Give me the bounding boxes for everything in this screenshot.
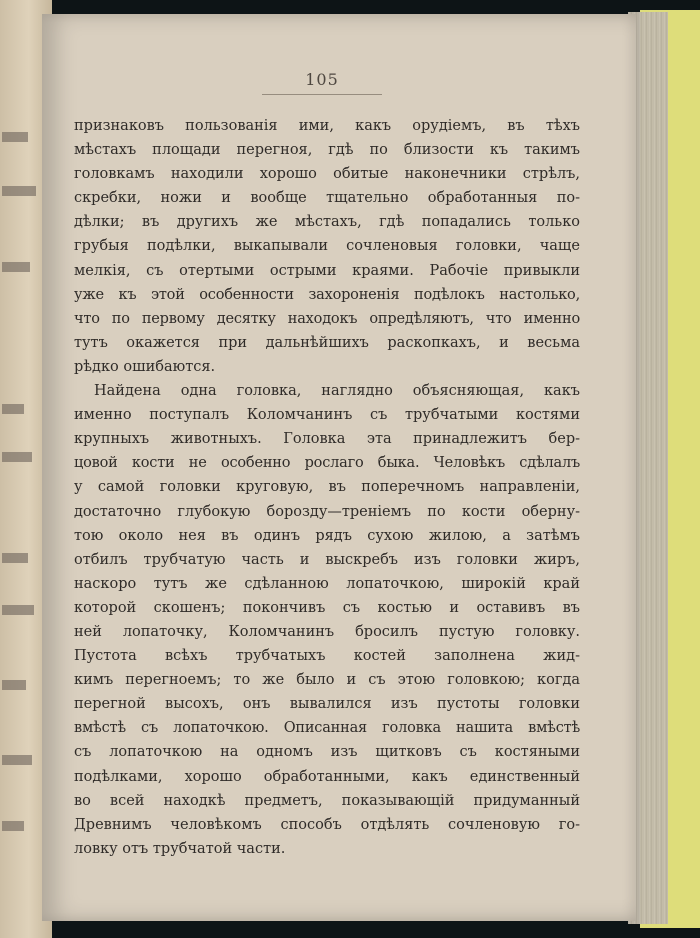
text-fragment [2, 821, 24, 831]
text-line: отбилъ трубчатую часть и выскребъ изъ головки жиръ, [74, 551, 580, 568]
text-line: Древнимъ человѣкомъ способъ отдѣлять сочленовую го- [74, 816, 580, 833]
text-line: кимъ перегноемъ; то же было и съ этою головкою; когда [74, 672, 580, 689]
text-line: которой скошенъ; покончивъ съ костью и оставивъ въ [74, 599, 580, 616]
text-line: у самой головки круговую, въ поперечномъ направленіи, [74, 479, 580, 496]
text-line: ней лопаточку, Коломчанинъ бросилъ пустую головку. [74, 623, 580, 640]
text-fragment [2, 262, 30, 272]
text-fragment [2, 452, 32, 462]
text-line: дѣлки; въ другихъ же мѣстахъ, гдѣ попадались только [74, 214, 580, 231]
text-line: головкамъ находили хорошо обитые наконечники стрѣлъ, [74, 166, 580, 183]
page-number: 105 [305, 70, 339, 89]
text-line: что по первому десятку находокъ опредѣляютъ, что именно [74, 310, 580, 327]
page-number-rule [262, 94, 382, 95]
text-line: грубыя подѣлки, выкапывали сочленовыя головки, чаще [74, 238, 580, 255]
text-fragment [2, 605, 34, 615]
text-line: Пустота всѣхъ трубчатыхъ костей заполнена жид- [74, 648, 580, 665]
text-line: Найдена одна головка, наглядно объясняющая, какъ [94, 383, 580, 400]
text-line: уже къ этой особенности захороненія подѣлокъ настолько, [74, 286, 580, 303]
text-fragment [2, 404, 24, 414]
text-fragment [2, 755, 32, 765]
text-line: именно поступалъ Коломчанинъ съ трубчатыми костями [74, 407, 580, 424]
text-line: признаковъ пользованія ими, какъ орудіемъ, въ тѣхъ [74, 118, 580, 134]
text-line: мелкія, съ отертыми острыми краями. Рабочіе привыкли [74, 262, 580, 279]
text-line: перегной высохъ, онъ вывалился изъ пустоты головки [74, 696, 580, 713]
text-line: рѣдко ошибаются. [74, 358, 216, 375]
text-fragment [2, 132, 28, 142]
book-page [42, 14, 636, 921]
text-line: тутъ окажется при дальнѣйшихъ раскопкахъ, и весьма [74, 334, 580, 351]
text-fragment [2, 186, 36, 196]
text-line: подѣлками, хорошо обработанными, какъ единственный [74, 768, 580, 785]
body-text [74, 114, 580, 861]
text-line: цовой кости не особенно рослаго быка. Человѣкъ сдѣлалъ [74, 455, 580, 472]
text-line: скребки, ножи и вообще тщательно обработанныя по- [74, 190, 580, 207]
text-line: наскоро тутъ же сдѣланною лопаточкою, широкій край [74, 575, 580, 592]
text-line: мѣстахъ площади перегноя, гдѣ по близости къ такимъ [74, 142, 580, 159]
text-line: во всей находкѣ предметъ, показывающій придуманный [74, 792, 580, 809]
text-line: съ лопаточкою на одномъ изъ щитковъ съ костяными [74, 744, 580, 761]
text-line: ловку отъ трубчатой части. [74, 840, 286, 857]
text-line: крупныхъ животныхъ. Головка эта принадлежитъ бер- [74, 431, 580, 448]
text-fragment [2, 680, 26, 690]
text-line: вмѣстѣ съ лопаточкою. Описанная головка нашита вмѣстѣ [74, 720, 580, 737]
text-fragment [2, 553, 28, 563]
text-line: достаточно глубокую борозду—треніемъ по кости оберну- [74, 503, 580, 520]
text-line: тою около нея въ одинъ рядъ сухою жилою, а затѣмъ [74, 527, 580, 544]
